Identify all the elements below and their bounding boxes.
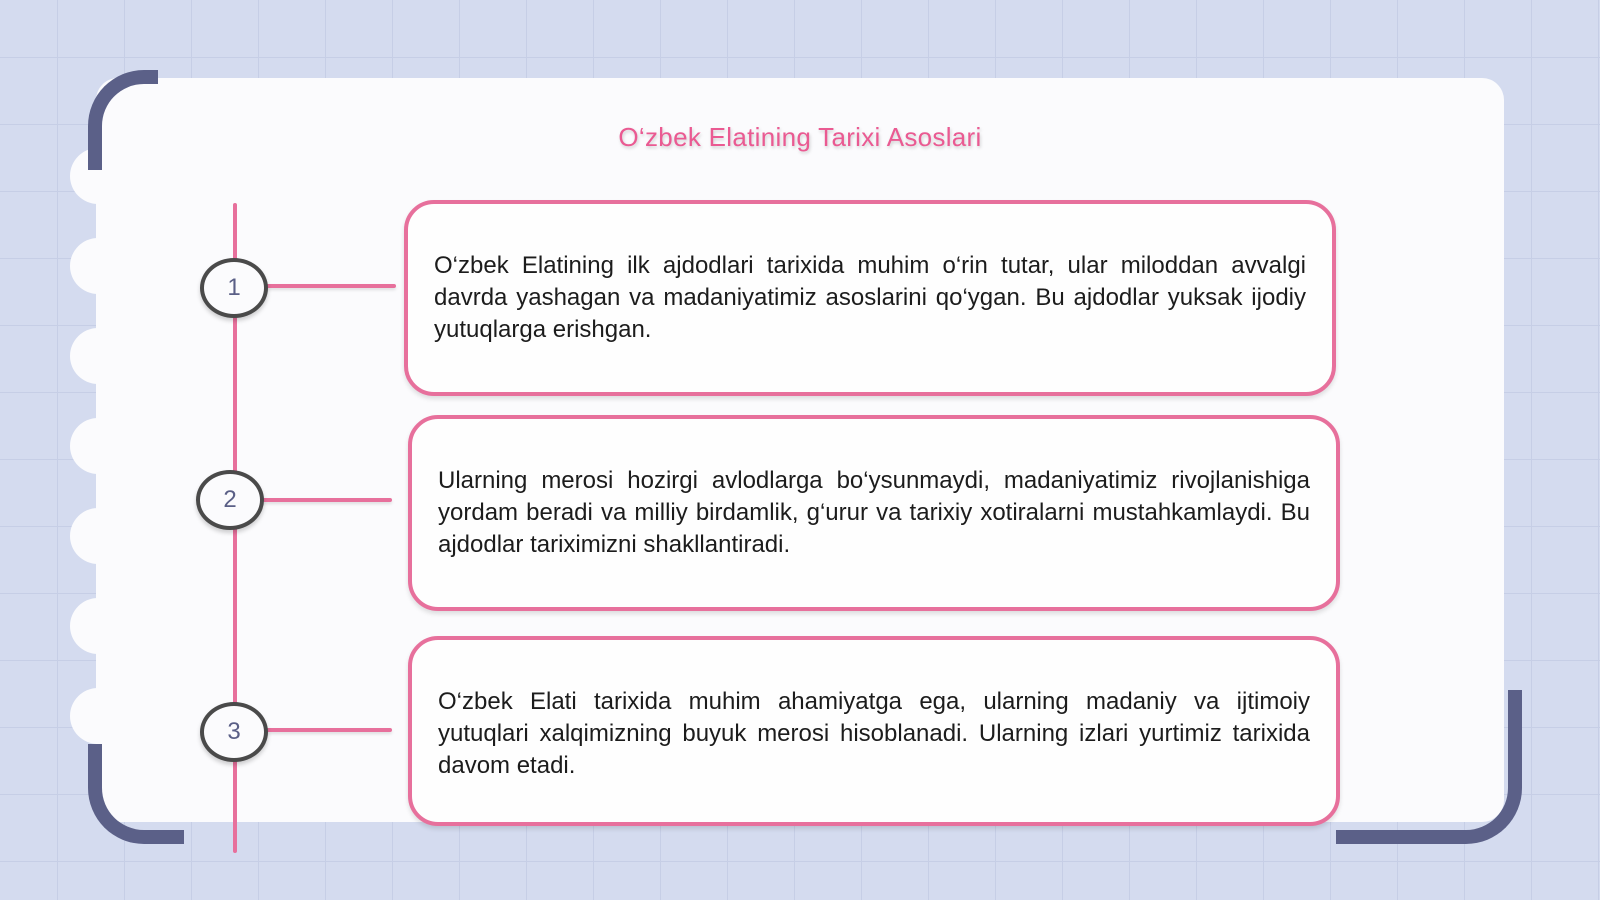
- slide-title: O‘zbek Elatining Tarixi Asoslari: [618, 122, 982, 152]
- sheet-scallop: [70, 328, 126, 384]
- card-text: Ularning merosi hozirgi avlodlarga bo‘ysunmaydi, madaniyatimiz rivojlanishiga yordam beradi va milliy birdamlik, g‘urur va tarixiy xotiralarni mustahkamlaydi. Bu ajdodlar tariximizni shakllantiradi.: [438, 467, 1310, 558]
- corner-bracket-bottom-left: [88, 744, 184, 844]
- timeline-card-3: [408, 636, 1340, 826]
- sheet-scallop: [70, 688, 126, 744]
- step-number-3: 3: [200, 702, 268, 762]
- timeline-connector: [264, 728, 392, 732]
- sheet-scallop: [70, 238, 126, 294]
- sheet-scallop: [70, 508, 126, 564]
- corner-bracket-bottom-right: [1336, 690, 1522, 844]
- card-text: O‘zbek Elatining ilk ajdodlari tarixida muhim o‘rin tutar, ular miloddan avvalgi davrda yashagan va madaniyatimiz asoslarini qo‘ygan. Bu ajdodlar yuksak ijodiy yutuqlarga erishgan.: [434, 252, 1306, 343]
- corner-bracket-top-left: [88, 70, 158, 170]
- step-number-1: 1: [200, 258, 268, 318]
- step-number-2: 2: [196, 470, 264, 530]
- card-text: O‘zbek Elati tarixida muhim ahamiyatga ega, ularning madaniy va ijtimoiy yutuqlari xalqimizning buyuk merosi hisoblanadi. Ularning izlari yurtimiz tarixida davom etadi.: [438, 688, 1310, 779]
- timeline-connector: [260, 498, 392, 502]
- sheet-scallop: [70, 598, 126, 654]
- timeline-card-2: [408, 415, 1340, 611]
- timeline-card-1: [404, 200, 1336, 396]
- sheet-scallop: [70, 418, 126, 474]
- timeline-connector: [264, 284, 396, 288]
